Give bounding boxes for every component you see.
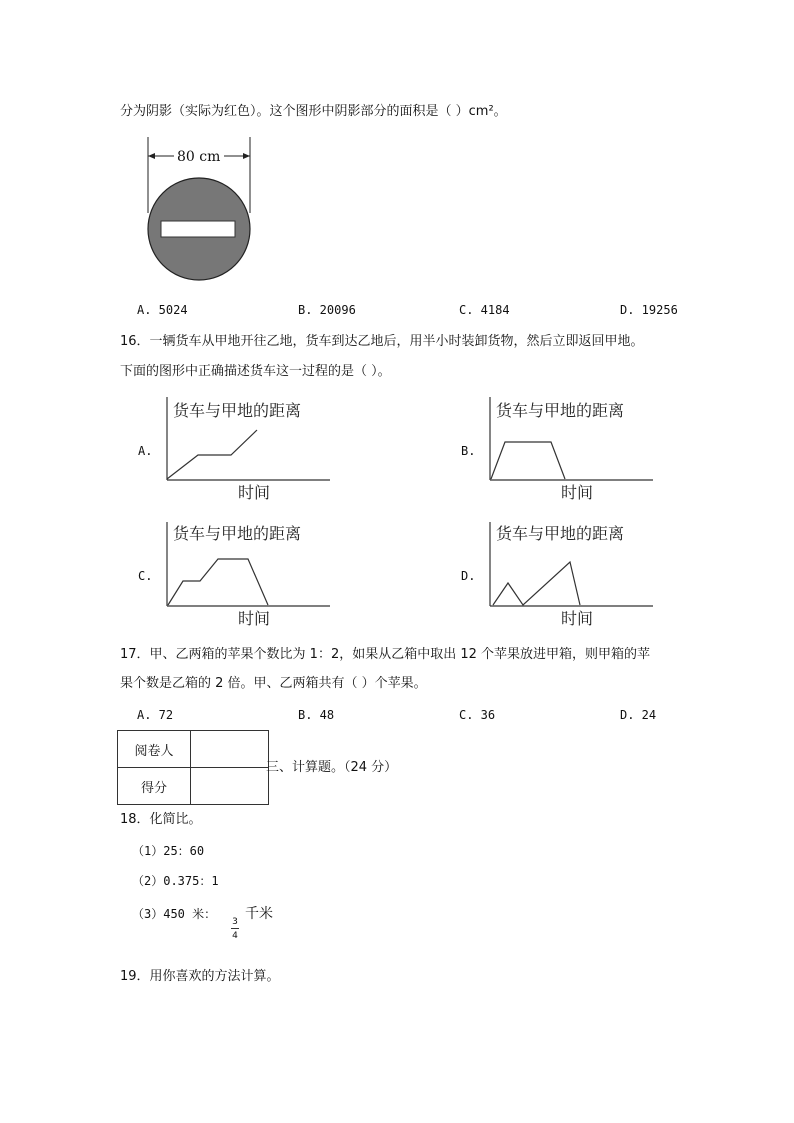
q17-line1: 17．甲、乙两箱的苹果个数比为 1：2，如果从乙箱中取出 12 个苹果放进甲箱，则甲箱的苹: [120, 647, 651, 662]
q18-item-2: （2）0.375：1: [132, 874, 219, 888]
graph-a-xaxis: 时间: [238, 483, 271, 502]
graph-c-label: C.: [138, 569, 153, 583]
graph-d-title: 货车与甲地的距离: [496, 524, 625, 543]
q17-option-b: B. 48: [298, 708, 335, 722]
graph-c-title: 货车与甲地的距离: [173, 524, 302, 543]
graph-b-label: B.: [461, 444, 476, 458]
q16-line1: 16．一辆货车从甲地开往乙地，货车到达乙地后，用半小时装卸货物，然后立即返回甲地。: [120, 334, 644, 349]
graph-d-xaxis: 时间: [561, 609, 594, 628]
graph-d-label: D.: [461, 569, 476, 583]
q18-item-1: （1）25：60: [132, 844, 205, 858]
q18-title: 18．化简比。: [120, 812, 202, 827]
q15-dimension-label: 80 cm: [177, 149, 221, 165]
q18-item-3: （3）450 米：: [132, 907, 217, 921]
score-label: 得分: [118, 768, 191, 805]
graph-b-title: 货车与甲地的距离: [496, 401, 625, 420]
section-title: 三、计算题。（24 分）: [266, 760, 398, 775]
graph-d: [483, 517, 663, 632]
white-rectangle: [161, 221, 235, 237]
reviewer-label: 阅卷人: [118, 731, 191, 768]
graph-a: [160, 392, 340, 507]
graph-b-xaxis: 时间: [561, 483, 594, 502]
graph-c: [160, 517, 340, 632]
q16-line2: 下面的图形中正确描述货车这一过程的是（ ）。: [120, 364, 391, 379]
q17-line2: 果个数是乙箱的 2 倍。甲、乙两箱共有（ ）个苹果。: [120, 676, 427, 691]
reviewer-cell[interactable]: [191, 731, 269, 768]
graph-d-line: [493, 562, 580, 605]
q19-title: 19．用你喜欢的方法计算。: [120, 969, 280, 984]
graph-c-xaxis: 时间: [238, 609, 271, 628]
q17-option-a: A. 72: [137, 708, 174, 722]
score-cell[interactable]: [191, 768, 269, 805]
q15-option-a: A. 5024: [137, 303, 188, 317]
graph-a-label: A.: [138, 444, 153, 458]
fraction-bar: [231, 928, 239, 929]
q15-stem: 分为阴影（实际为红色）。这个图形中阴影部分的面积是（ ）cm²。: [120, 104, 507, 119]
graph-b-line: [491, 442, 565, 479]
graph-a-title: 货车与甲地的距离: [173, 401, 302, 420]
graph-a-line: [167, 430, 257, 479]
q17-option-c: C. 36: [459, 708, 496, 722]
fraction-denominator: 4: [232, 931, 238, 941]
q18-unit: 千米: [245, 906, 273, 922]
q17-option-d: D. 24: [620, 708, 657, 722]
q15-option-b: B. 20096: [298, 303, 356, 317]
fraction-numerator: 3: [232, 917, 238, 927]
graph-c-line: [168, 559, 268, 605]
grading-table: [117, 730, 269, 805]
q15-option-c: C. 4184: [459, 303, 510, 317]
graph-b: [483, 392, 663, 507]
q15-option-d: D. 19256: [620, 303, 678, 317]
